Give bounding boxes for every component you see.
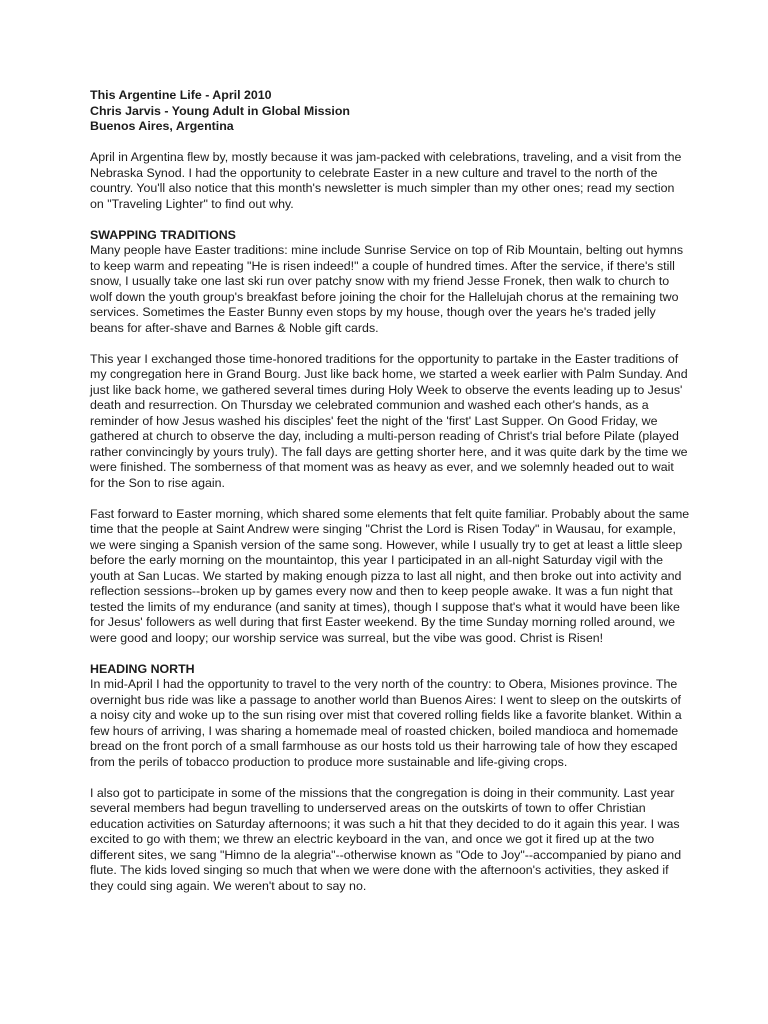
location-line: Buenos Aires, Argentina bbox=[90, 119, 234, 133]
body-paragraph: I also got to participate in some of the missions that the congregation is doing in their community. Last year several members had begun travelling to underserved areas on the outskirts of town to offer Christian education activities on Saturday afternoons; it was such a hit that they decided to do it again this year. I was excited to go with them; we threw an electric keyboard in the van, and once we got it fired up at the two different sites, we sang "Himno de la alegria"--otherwise known as "Ode to Joy"--accompanied by piano and flute. The kids loved singing so much that when we were done with the afternoon's activities, they asked if they could sing again. We weren't about to say no. bbox=[90, 785, 682, 893]
newsletter-page bbox=[90, 88, 690, 910]
section-heading: HEADING NORTH bbox=[90, 661, 195, 676]
body-paragraph: Fast forward to Easter morning, which shared some elements that felt quite familiar. Probably about the same time that the people at Saint Andrew were singing "Christ the Lord is Risen Today" in Wausau, for example, we were singing a Spanish version of the same song. However, while I usually try to get at least a little sleep before the early morning on the mountaintop, this year I participated in an all-night Saturday vigil with the youth at San Lucas. We started by making enough pizza to last all night, and then broke out into activity and reflection sessions--broken up by games every now and then to keep people awake. It was a fun night that tested the limits of my endurance (and sanity at times), though I suppose that's what it would have been like for Jesus' followers as well during that first Easter weekend. By the time Sunday morning rolled around, we were good and loopy; our worship service was surreal, but the vibe was good. Christ is Risen! bbox=[90, 506, 690, 645]
body-paragraph: This year I exchanged those time-honored traditions for the opportunity to partake in the Easter traditions of my congregation here in Grand Bourg. Just like back home, we started a week earlier with Palm Sunday. And just like back home, we gathered several times during Holy Week to observe the events leading up to Jesus' death and resurrection. On Thursday we celebrated communion and washed each other's hands, as a reminder of how Jesus washed his disciples' feet the night of the 'first' Last Supper. On Good Friday, we gathered at church to observe the day, including a multi-person reading of Christ's trial before Pilate (played rather convincingly by yours truly). The fall days are getting shorter here, and it was quite dark by the time we were finished. The somberness of that moment was as heavy as ever, and we solemnly headed out to wait for the Son to rise again. bbox=[90, 351, 688, 490]
newsletter-header bbox=[90, 88, 690, 135]
section-heading-north bbox=[90, 662, 690, 895]
section-swapping-traditions bbox=[90, 228, 690, 647]
newsletter-title: This Argentine Life - April 2010 bbox=[90, 88, 272, 102]
body-paragraph: Many people have Easter traditions: mine include Sunrise Service on top of Rib Mountain, belting out hymns to keep warm and repeating "He is risen indeed!" a couple of hundred times. After the service, if there's still snow, I usually take one last ski run over patchy snow with my friend Jesse Fronek, then walk to church to wolf down the youth group's breakfast before joining the choir for the Hallelujah chorus at the remaining two services. Sometimes the Easter Bunny even stops by my house, though over the years he's traded jelly beans for after-shave and Barnes & Noble gift cards. bbox=[90, 243, 684, 335]
body-paragraph: In mid-April I had the opportunity to travel to the very north of the country: to Obera, Misiones province. The overnight bus ride was like a passage to another world than Buenos Aires: I went to sleep on the outskirts of a noisy city and woke up to the sun rising over mist that covered rolling fields like a favorite blanket. Within a few hours of arriving, I was sharing a homemade meal of roasted chicken, boiled mandioca and homemade bread on the front porch of a small farmhouse as our hosts told us their harrowing tale of how they escaped from the perils of tobacco production to produce more sustainable and life-giving crops. bbox=[90, 677, 682, 769]
section-heading: SWAPPING TRADITIONS bbox=[90, 227, 236, 242]
intro-paragraph: April in Argentina flew by, mostly because it was jam-packed with celebrations, traveling, and a visit from the Nebraska Synod. I had the opportunity to celebrate Easter in a new culture and travel to the north of the country. You'll also notice that this month's newsletter is much simpler than my other ones; read my section on "Traveling Lighter" to find out why. bbox=[90, 150, 682, 211]
author-line: Chris Jarvis - Young Adult in Global Mission bbox=[90, 103, 351, 118]
